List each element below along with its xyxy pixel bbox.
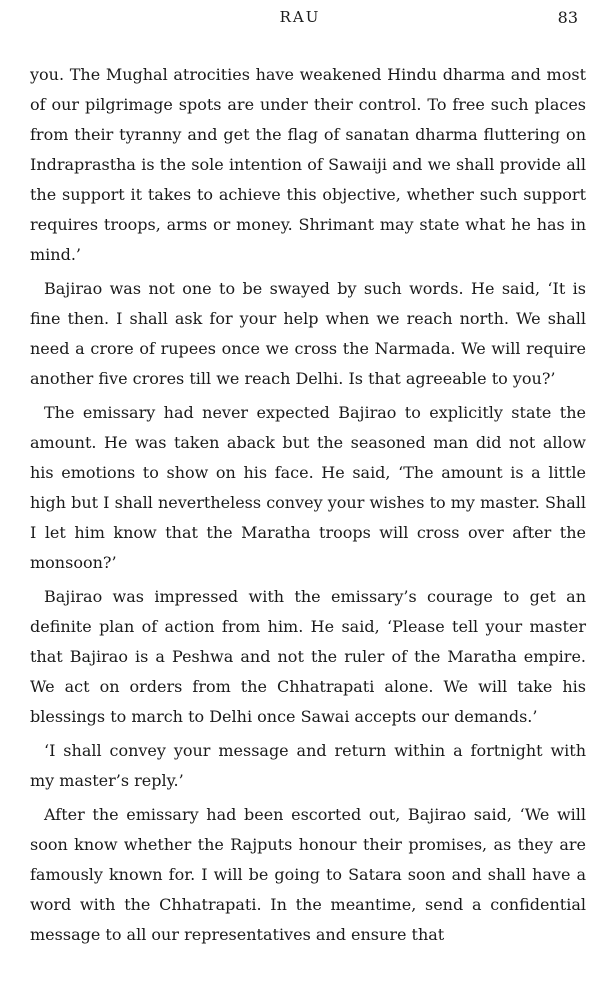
- running-title: RAU: [279, 8, 321, 26]
- paragraph: ‘I shall convey your message and return within a fortnight with my master’s reply.’: [30, 741, 586, 790]
- paragraph: The emissary had never expected Bajirao to explicitly state the amount. He was taken aback but the seasoned man did not allow his emotions to show on his face. He said, ‘The amount is a little high but I shall nevertheless convey your wishes to my master. Shall I let him know that the Maratha troops will cross over after the monsoon?’: [30, 403, 586, 572]
- body-text: [30, 60, 586, 954]
- paragraph: you. The Mughal atrocities have weakened Hindu dharma and most of our pilgrimage spots are under their control. To free such places from their tyranny and get the flag of sanatan dharma fluttering on Indraprastha is the sole intention of Sawaiji and we shall provide all the support it takes to achieve this objective, whether such support requires troops, arms or money. Shrimant may state what he has in mind.’: [30, 65, 586, 264]
- page-number: 83: [557, 8, 578, 27]
- running-head: [0, 6, 600, 30]
- paragraph: Bajirao was impressed with the emissary’s courage to get an definite plan of action from him. He said, ‘Please tell your master that Bajirao is a Peshwa and not the ruler of the Maratha empire. We act on orders from the Chhatrapati alone. We will take his blessings to march to Delhi once Sawai accepts our demands.’: [30, 587, 586, 726]
- paragraph: After the emissary had been escorted out, Bajirao said, ‘We will soon know whether the Rajputs honour their promises, as they are famously known for. I will be going to Satara soon and shall have a word with the Chhatrapati. In the meantime, send a confidential message to all our representatives and ensure that: [30, 805, 586, 944]
- paragraph: Bajirao was not one to be swayed by such words. He said, ‘It is fine then. I shall ask for your help when we reach north. We shall need a crore of rupees once we cross the Narmada. We will require another five crores till we reach Delhi. Is that agreeable to you?’: [30, 279, 586, 388]
